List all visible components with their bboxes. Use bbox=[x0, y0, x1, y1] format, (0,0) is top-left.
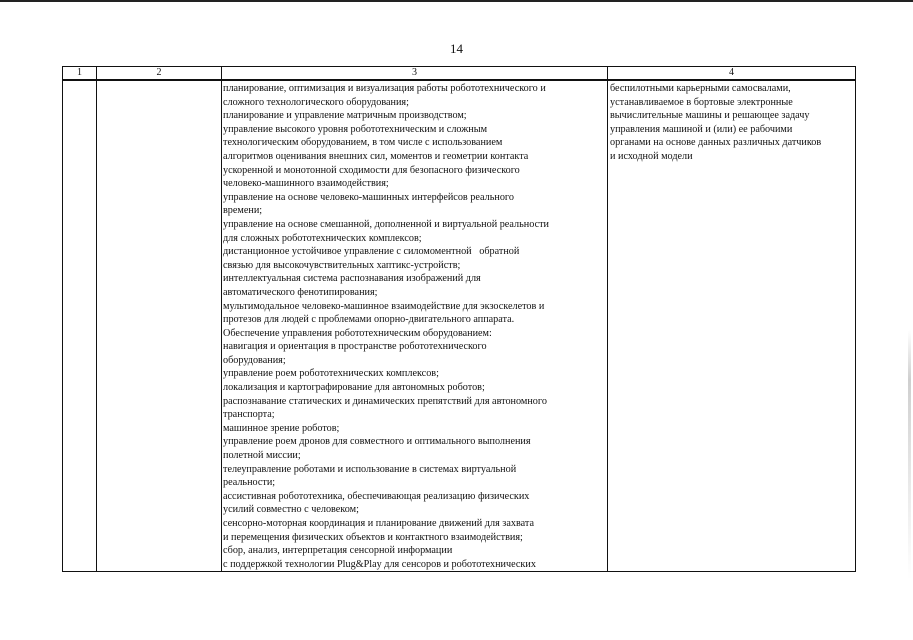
cell-col1 bbox=[63, 80, 97, 572]
col4-text-block bbox=[608, 81, 855, 164]
col3-text-block bbox=[222, 81, 607, 571]
col3-text-line: планирование и управление матричным производством; bbox=[223, 110, 467, 122]
col3-text-line: сенсорно-моторная координация и планирование движений для захвата bbox=[223, 518, 534, 529]
col3-text-line: ассистивная робототехника, обеспечивающая реализацию физических bbox=[223, 490, 530, 502]
col3-text-line: технологическим оборудованием, в том числе с использованием bbox=[223, 137, 503, 149]
col4-text-line: вычислительные машины и решающее задачу bbox=[610, 110, 810, 122]
col3-text-line: реальности; bbox=[223, 477, 276, 489]
col4-text-line: органами на основе данных различных датчиков bbox=[610, 137, 822, 149]
col3-text-line: автоматического фенотипирования; bbox=[223, 286, 378, 298]
col3-text-line: оборудования; bbox=[223, 354, 286, 366]
col3-text-line: управление на основе человеко-машинных интерфейсов реального bbox=[223, 191, 514, 203]
col3-text-line: алгоритмов оценивания внешних сил, моментов и геометрии контакта bbox=[223, 150, 529, 162]
col3-text-line: и перемещения физических объектов и контактного взаимодействия; bbox=[223, 531, 523, 543]
cell-col4 bbox=[608, 80, 856, 572]
col3-text-line: телеуправление роботами и использование в системах виртуальной bbox=[223, 463, 517, 475]
col3-text-line: транспорта; bbox=[223, 409, 275, 421]
col3-text-line: полетной миссии; bbox=[223, 450, 301, 462]
col3-text-line: управление роем робототехнических комплексов; bbox=[223, 368, 439, 380]
page-number: 14 bbox=[450, 41, 463, 56]
col3-text-line: навигация и ориентация в пространстве робототехнического bbox=[223, 341, 487, 353]
col3-text-line: машинное зрение роботов; bbox=[223, 422, 340, 434]
col4-text-line: управления машиной и (или) ее рабочими bbox=[610, 123, 793, 135]
col3-text-line: протезов для людей с проблемами опорно-двигательного аппарата. bbox=[223, 314, 515, 326]
cell-col3 bbox=[222, 80, 608, 572]
col3-text-line: усилий совместно с человеком; bbox=[223, 504, 359, 516]
col4-text-line: и исходной модели bbox=[610, 150, 693, 162]
col3-text-line: сложного технологического оборудования; bbox=[223, 96, 409, 108]
col3-text-line: распознавание статических и динамических препятствий для автономного bbox=[223, 395, 547, 407]
column-header-2: 2 bbox=[97, 67, 222, 81]
col3-text-line: сбор, анализ, интерпретация сенсорной информации bbox=[223, 545, 453, 557]
col3-text-line: времени; bbox=[223, 205, 263, 217]
col3-text-line: дистанционное устойчивое управление с силомоментной обратной bbox=[223, 246, 520, 258]
col3-text-line: мультимодальное человеко-машинное взаимодействие для экзоскелетов и bbox=[223, 300, 545, 312]
col3-text-line: локализация и картографирование для автономных роботов; bbox=[223, 382, 485, 394]
col3-text-line: человеко-машинного взаимодействия; bbox=[223, 178, 389, 190]
scan-edge-shadow bbox=[908, 330, 911, 580]
col3-text-line: связью для высокочувствительных хаптикс-устройств; bbox=[223, 259, 461, 271]
col3-text-line: с поддержкой технологии Plug&Play для сенсоров и робототехнических bbox=[223, 558, 536, 570]
document-table bbox=[62, 66, 856, 572]
table-header-row bbox=[63, 67, 856, 81]
col3-text-line: управление на основе смешанной, дополненной и виртуальной реальности bbox=[223, 218, 550, 230]
col3-text-line: планирование, оптимизация и визуализация работы робототехнического и bbox=[223, 83, 546, 94]
col3-text-line: ускоренной и монотонной сходимости для безопасного физического bbox=[223, 164, 520, 176]
col4-text-line: беспилотными карьерными самосвалами, bbox=[610, 83, 791, 94]
table-row bbox=[63, 80, 856, 572]
column-header-3: 3 bbox=[222, 67, 608, 81]
column-header-1: 1 bbox=[63, 67, 97, 81]
col3-text-line: для сложных робототехнических комплексов; bbox=[223, 232, 422, 244]
col3-text-line: Обеспечение управления робототехническим оборудованием: bbox=[223, 327, 492, 339]
col3-text-line: интеллектуальная система распознавания изображений для bbox=[223, 273, 481, 285]
col4-text-line: устанавливаемое в бортовые электронные bbox=[610, 96, 793, 108]
cell-col2 bbox=[97, 80, 222, 572]
top-border-line bbox=[0, 0, 913, 2]
col3-text-line: управление роем дронов для совместного и оптимального выполнения bbox=[223, 436, 531, 448]
col3-text-line: управление высокого уровня робототехническим и сложным bbox=[223, 123, 488, 135]
column-header-4: 4 bbox=[608, 67, 856, 81]
